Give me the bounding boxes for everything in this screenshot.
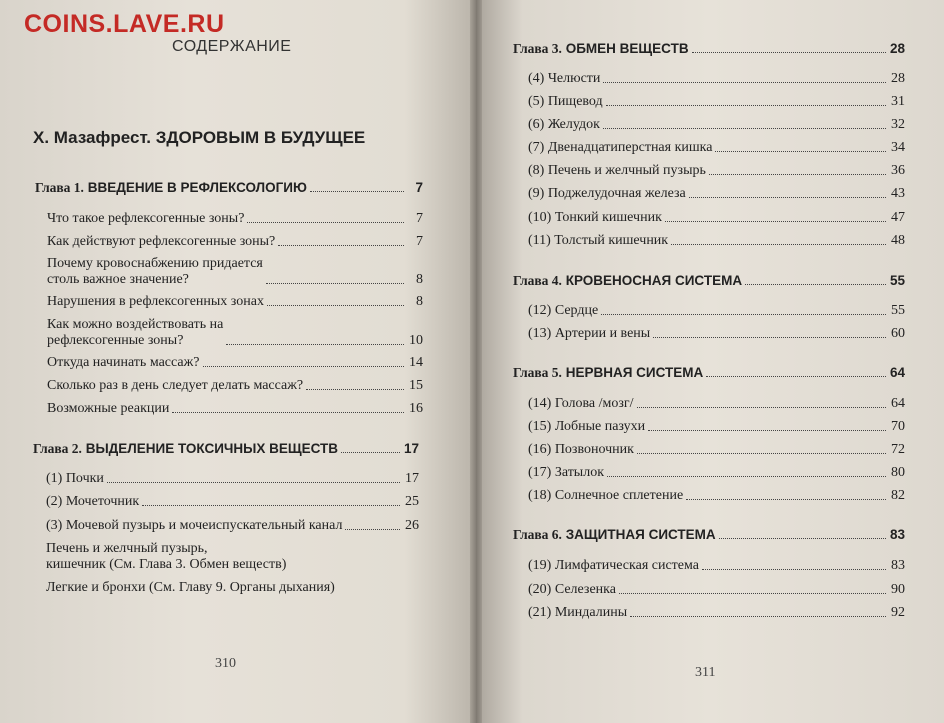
- dot-leader: [142, 505, 400, 506]
- chapter-title: ОБМЕН ВЕЩЕСТВ: [565, 41, 689, 56]
- item-title: Возможные реакции: [47, 401, 170, 416]
- dot-leader: [653, 337, 886, 338]
- chapter-prefix: Глава 1.: [35, 180, 84, 195]
- toc-item: [47, 234, 423, 250]
- page-ref: 80: [891, 465, 905, 480]
- page-ref: 55: [889, 273, 905, 288]
- toc-chapter-1: [35, 180, 423, 196]
- cross-reference-note: Легкие и бронхи (См. Главу 9. Органы дыхания): [46, 580, 335, 595]
- page-ref: 7: [416, 211, 423, 226]
- chapter-title: ВВЕДЕНИЕ В РЕФЛЕКСОЛОГИЮ: [87, 180, 307, 195]
- toc-chapter-6: [513, 527, 905, 543]
- item-title: Сколько раз в день следует делать массаж?: [47, 378, 304, 393]
- page-ref: 72: [891, 442, 905, 457]
- toc-item: [47, 211, 423, 227]
- dot-leader: [715, 151, 886, 152]
- page-ref: 15: [409, 378, 423, 393]
- item-title: (19) Лимфатическая система: [528, 558, 699, 573]
- chapter-prefix: Глава 5.: [513, 365, 562, 380]
- dot-leader: [107, 482, 400, 483]
- page-ref: 28: [889, 41, 905, 56]
- toc-item: [528, 396, 905, 412]
- toc-chapter-5: [513, 365, 905, 381]
- page-number: 310: [215, 656, 236, 671]
- item-title: (16) Позвоночник: [528, 442, 634, 457]
- dot-leader: [619, 593, 886, 594]
- dot-leader: [601, 314, 886, 315]
- page-ref: 16: [409, 401, 423, 416]
- page-ref: 47: [891, 210, 905, 225]
- page-ref: 83: [891, 558, 905, 573]
- toc-item: [46, 494, 419, 510]
- dot-leader: [172, 412, 404, 413]
- dot-leader: [203, 366, 405, 367]
- toc-item: [528, 186, 905, 202]
- toc-item: [46, 518, 419, 534]
- page-ref: 26: [405, 518, 419, 533]
- toc-item: [528, 488, 905, 504]
- page-ref: 64: [891, 396, 905, 411]
- toc-item: [528, 163, 905, 179]
- page-ref: 28: [891, 71, 905, 86]
- page-ref: 82: [891, 488, 905, 503]
- page-ref: 60: [891, 326, 905, 341]
- contents-heading: СОДЕРЖАНИЕ: [172, 38, 292, 55]
- toc-item: [528, 558, 905, 574]
- dot-leader: [637, 453, 886, 454]
- dot-leader: [665, 221, 886, 222]
- toc-item: [47, 317, 423, 349]
- dot-leader: [603, 82, 886, 83]
- page-ref: 64: [889, 365, 905, 380]
- item-title: (18) Солнечное сплетение: [528, 488, 684, 503]
- dot-leader: [745, 284, 886, 285]
- chapter-title: ВЫДЕЛЕНИЕ ТОКСИЧНЫХ ВЕЩЕСТВ: [85, 441, 339, 456]
- page-ref: 90: [891, 582, 905, 597]
- toc-item: [528, 140, 905, 156]
- dot-leader: [671, 244, 886, 245]
- page-ref: 7: [416, 234, 423, 249]
- chapter-prefix: Глава 6.: [513, 527, 562, 542]
- dot-leader: [702, 569, 886, 570]
- dot-leader: [226, 344, 404, 345]
- chapter-title: КРОВЕНОСНАЯ СИСТЕМА: [565, 273, 743, 288]
- toc-item: [528, 303, 905, 319]
- toc-item: [47, 294, 423, 310]
- page-ref: 92: [891, 605, 905, 620]
- item-title: (7) Двенадцатиперстная кишка: [528, 140, 713, 155]
- item-title: (14) Голова /мозг/: [528, 396, 634, 411]
- item-title: (1) Почки: [46, 471, 104, 486]
- item-title: (15) Лобные пазухи: [528, 419, 646, 434]
- book-gutter: [470, 0, 482, 723]
- book-title: Х. Мазафрест. ЗДОРОВЫМ В БУДУЩЕЕ: [33, 128, 366, 147]
- dot-leader: [607, 476, 886, 477]
- dot-leader: [686, 499, 886, 500]
- dot-leader: [709, 174, 886, 175]
- page-number: 311: [695, 665, 716, 680]
- page-ref: 8: [416, 272, 423, 287]
- item-title: (8) Печень и желчный пузырь: [528, 163, 706, 178]
- toc-item: [528, 465, 905, 481]
- item-title: (11) Толстый кишечник: [528, 233, 669, 248]
- item-title: Как можно воздействовать на рефлексогенные зоны?: [47, 317, 224, 348]
- toc-item: [528, 419, 905, 435]
- toc-item: [528, 94, 905, 110]
- page-ref: 34: [891, 140, 905, 155]
- dot-leader: [606, 105, 886, 106]
- page-ref: 25: [405, 494, 419, 509]
- chapter-prefix: Глава 4.: [513, 273, 562, 288]
- item-title: Откуда начинать массаж?: [47, 355, 200, 370]
- toc-item: [528, 326, 905, 342]
- page-ref: 17: [405, 471, 419, 486]
- chapter-title: ЗАЩИТНАЯ СИСТЕМА: [565, 527, 716, 542]
- item-title: (20) Селезенка: [528, 582, 616, 597]
- dot-leader: [306, 389, 404, 390]
- dot-leader: [247, 222, 404, 223]
- dot-leader: [266, 283, 404, 284]
- item-title: (21) Миндалины: [528, 605, 628, 620]
- toc-item: [528, 233, 905, 249]
- page-ref: 31: [891, 94, 905, 109]
- page-ref: 55: [891, 303, 905, 318]
- toc-item: [47, 401, 423, 417]
- dot-leader: [706, 376, 886, 377]
- dot-leader: [310, 191, 404, 192]
- toc-item: [46, 471, 419, 487]
- toc-chapter-4: [513, 273, 905, 289]
- dot-leader: [692, 52, 886, 53]
- dot-leader: [341, 452, 400, 453]
- toc-chapter-2: [33, 441, 419, 457]
- toc-item: [47, 378, 423, 394]
- dot-leader: [648, 430, 886, 431]
- dot-leader: [278, 245, 404, 246]
- item-title: (6) Желудок: [528, 117, 600, 132]
- dot-leader: [603, 128, 886, 129]
- toc-item: [528, 605, 905, 621]
- dot-leader: [630, 616, 886, 617]
- toc-item: [47, 355, 423, 371]
- item-title: (2) Мочеточник: [46, 494, 140, 509]
- dot-leader: [637, 407, 886, 408]
- toc-item: [47, 256, 423, 288]
- item-title: (12) Сердце: [528, 303, 599, 318]
- item-title: (10) Тонкий кишечник: [528, 210, 662, 225]
- item-title: (5) Пищевод: [528, 94, 603, 109]
- toc-item: [528, 210, 905, 226]
- page-ref: 83: [889, 527, 905, 542]
- item-title: (13) Артерии и вены: [528, 326, 651, 341]
- page-ref: 43: [891, 186, 905, 201]
- page-ref: 70: [891, 419, 905, 434]
- cross-reference-note: Печень и желчный пузырь, кишечник (См. Глава 3. Обмен веществ): [46, 541, 287, 572]
- dot-leader: [345, 529, 400, 530]
- chapter-prefix: Глава 3.: [513, 41, 562, 56]
- toc-chapter-3: [513, 41, 905, 57]
- item-title: Что такое рефлексогенные зоны?: [47, 211, 245, 226]
- page-ref: 32: [891, 117, 905, 132]
- page-ref: 36: [891, 163, 905, 178]
- toc-item: [528, 71, 905, 87]
- chapter-title: НЕРВНАЯ СИСТЕМА: [565, 365, 704, 380]
- page-ref: 7: [415, 180, 423, 195]
- toc-item: [528, 442, 905, 458]
- toc-item: [528, 582, 905, 598]
- item-title: Нарушения в рефлексогенных зонах: [47, 294, 264, 309]
- item-title: (17) Затылок: [528, 465, 605, 480]
- item-title: Как действуют рефлексогенные зоны?: [47, 234, 276, 249]
- toc-item: [528, 117, 905, 133]
- dot-leader: [689, 197, 886, 198]
- dot-leader: [719, 538, 886, 539]
- item-title: Почему кровоснабжению придается столь важное значение?: [47, 256, 263, 287]
- chapter-prefix: Глава 2.: [33, 441, 82, 456]
- item-title: (9) Поджелудочная железа: [528, 186, 686, 201]
- page-ref: 17: [403, 441, 419, 456]
- page-ref: 10: [409, 333, 423, 348]
- right-page: [476, 0, 944, 723]
- item-title: (4) Челюсти: [528, 71, 601, 86]
- dot-leader: [267, 305, 404, 306]
- site-watermark: COINS.LAVE.RU: [24, 10, 225, 38]
- page-ref: 48: [891, 233, 905, 248]
- item-title: (3) Мочевой пузырь и мочеиспускательный канал: [46, 518, 343, 533]
- page-ref: 14: [409, 355, 423, 370]
- page-ref: 8: [416, 294, 423, 309]
